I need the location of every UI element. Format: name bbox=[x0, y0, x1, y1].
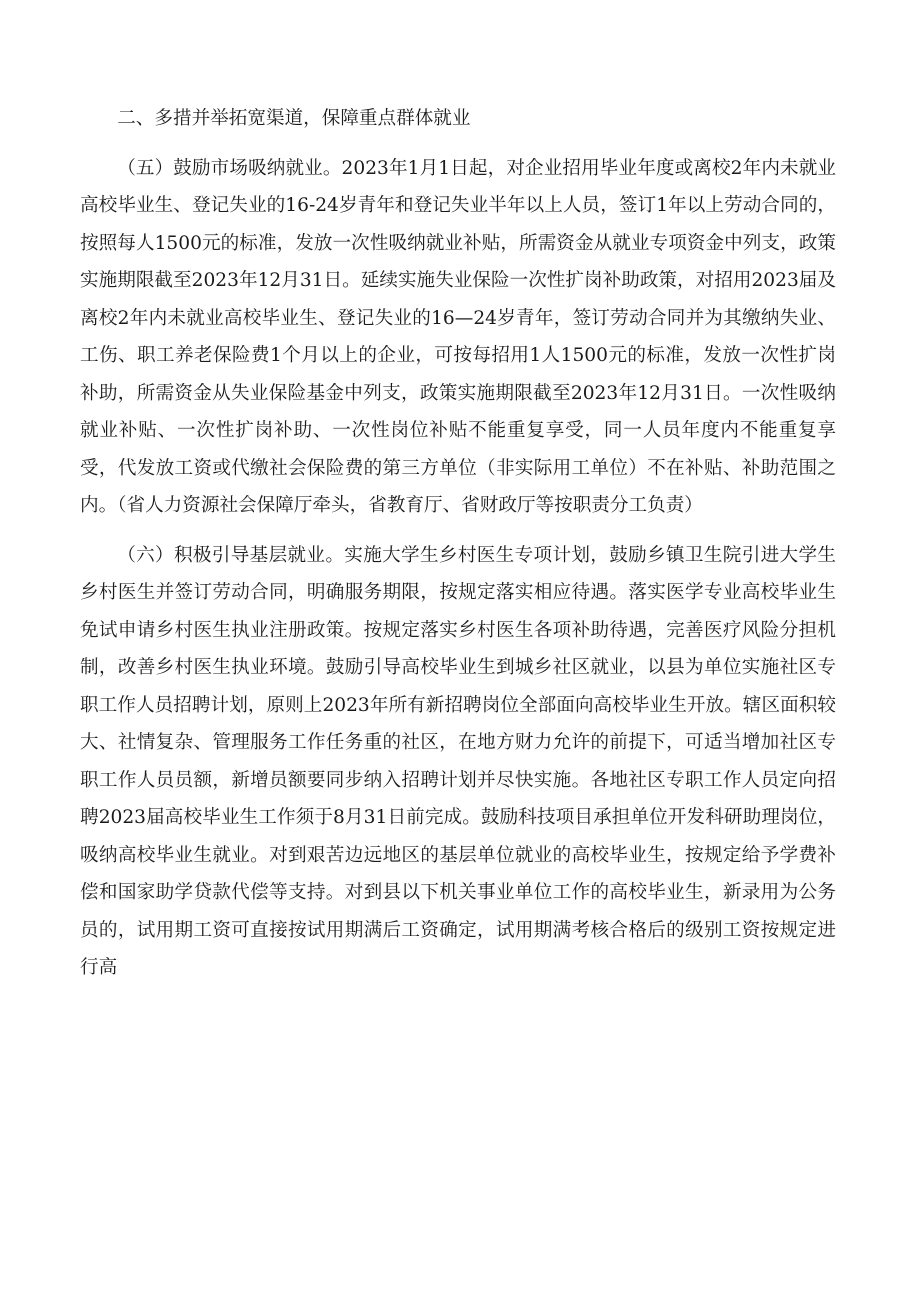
document-body bbox=[80, 100, 836, 999]
paragraph-6: （六）积极引导基层就业。实施大学生乡村医生专项计划，鼓励乡镇卫生院引进大学生乡村医生并签订劳动合同，明确服务期限，按规定落实相应待遇。落实医学专业高校毕业生免试申请乡村医生执业注册政策。按规定落实乡村医生各项补助待遇，完善医疗风险分担机制，改善乡村医生执业环境。鼓励引导高校毕业生到城乡社区就业，以县为单位实施社区专职工作人员招聘计划，原则上2023年所有新招聘岗位全部面向高校毕业生开放。辖区面积较大、社情复杂、管理服务工作任务重的社区，在地方财力允许的前提下，可适当增加社区专职工作人员员额，新增员额要同步纳入招聘计划并尽快实施。各地社区专职工作人员定向招聘2023届高校毕业生工作须于8月31日前完成。鼓励科技项目承担单位开发科研助理岗位，吸纳高校毕业生就业。对到艰苦边远地区的基层单位就业的高校毕业生，按规定给予学费补偿和国家助学贷款代偿等支持。对到县以下机关事业单位工作的高校毕业生，新录用为公务员的，试用期工资可直接按试用期满后工资确定，试用期满考核合格后的级别工资按规定进行高 bbox=[80, 544, 836, 978]
section-heading: 二、多措并举拓宽渠道，保障重点群体就业 bbox=[117, 108, 471, 129]
paragraph-5: （五）鼓励市场吸纳就业。2023年1月1日起，对企业招用毕业年度或离校2年内未就业高校毕业生、登记失业的16-24岁青年和登记失业半年以上人员，签订1年以上劳动合同的，按照每人1500元的标准，发放一次性吸纳就业补贴，所需资金从就业专项资金中列支，政策实施期限截至2023年12月31日。延续实施失业保险一次性扩岗补助政策，对招用2023届及离校2年内未就业高校毕业生、登记失业的16—24岁青年，签订劳动合同并为其缴纳失业、工伤、职工养老保险费1个月以上的企业，可按每招用1人1500元的标准，发放一次性扩岗补助，所需资金从失业保险基金中列支，政策实施期限截至2023年12月31日。一次性吸纳就业补贴、一次性扩岗补助、一次性岗位补贴不能重复享受，同一人员年度内不能重复享受，代发放工资或代缴社会保险费的第三方单位（非实际用工单位）不在补贴、补助范围之内。（省人力资源社会保障厅牵头，省教育厅、省财政厅等按职责分工负责） bbox=[80, 157, 836, 516]
